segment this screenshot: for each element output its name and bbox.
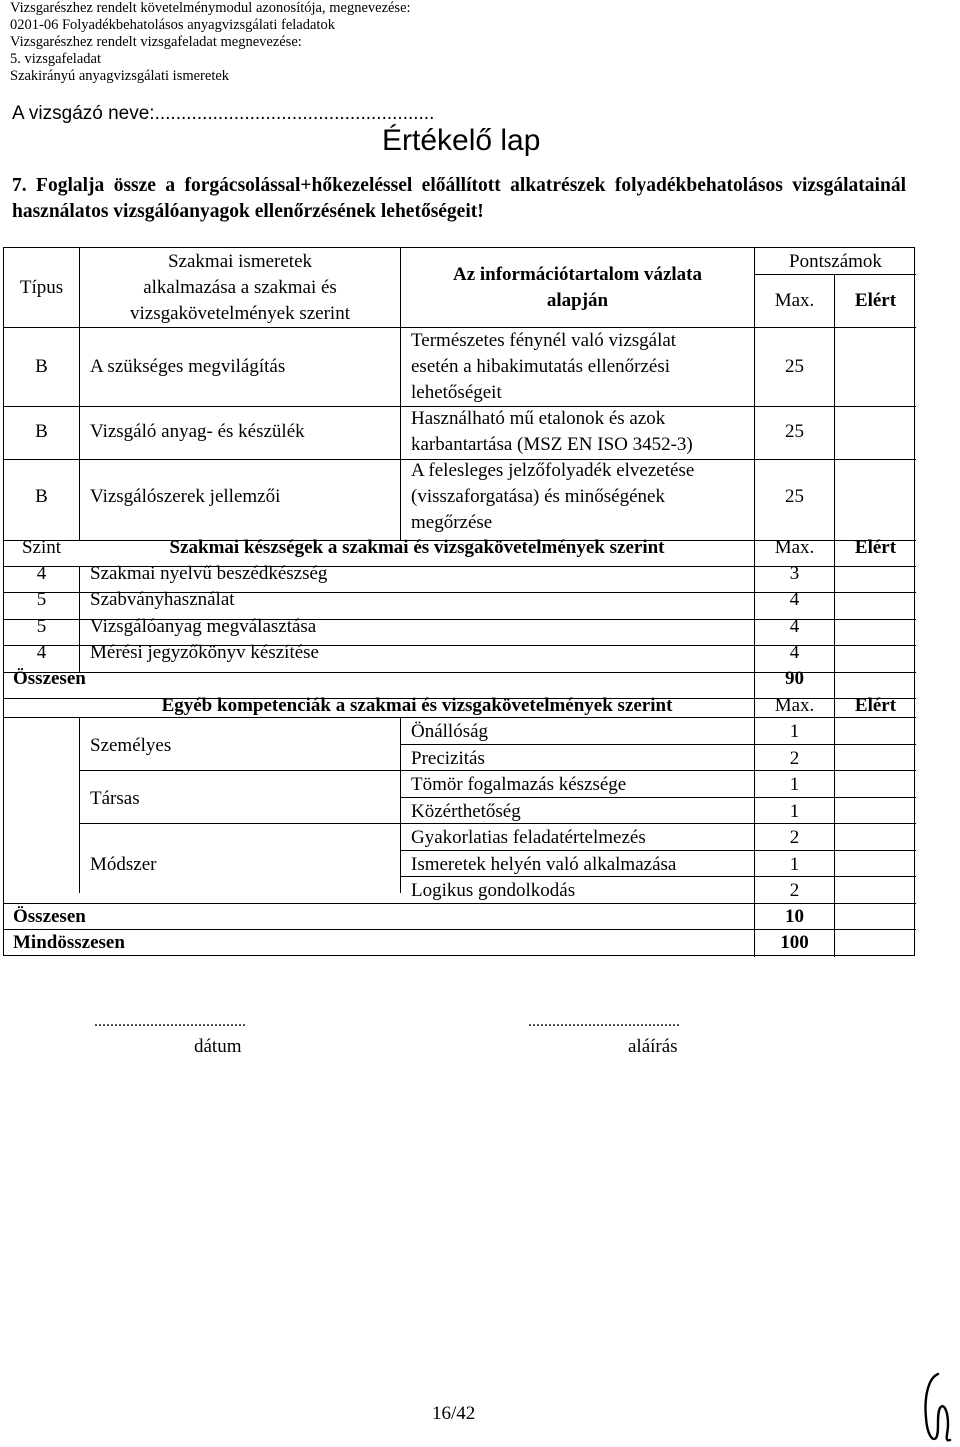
type-column-header: Típus (19, 277, 64, 298)
row-max: 25 (785, 356, 804, 377)
competency-max: 2 (789, 880, 800, 901)
row-type: B (35, 356, 48, 377)
skill-level: 4 (36, 642, 47, 663)
competency-name: Gyakorlatias feladatértelmezés (411, 827, 646, 848)
other-reached-header: Elért (854, 695, 897, 716)
evaluation-table (3, 247, 915, 956)
header-line: Vizsgarészhez rendelt vizsgafeladat megnevezése: (10, 34, 302, 50)
row-outline-line: karbantartása (MSZ EN ISO 3452-3) (411, 434, 693, 455)
skill-name: Vizsgálóanyag megválasztása (90, 616, 317, 637)
other-section-title: Egyéb kompetenciák a szakmai és vizsgakövetelmények szerint (161, 695, 673, 716)
row-outline-line: Használható mű etalonok és azok (411, 408, 666, 429)
document-header (10, 0, 411, 85)
row-outline (411, 406, 693, 458)
subtotal-value: 10 (785, 906, 804, 927)
question-text: 7. Foglalja össze a forgácsolással+hőkezeléssel előállított alkatrészek folyadékbehatolásos vizsgálatainál használatos vizsgálóanyagok ellenőrzésének lehetőségeit! (12, 175, 906, 222)
competency-name: Precizitás (411, 748, 485, 769)
knowledge-header-line: vizsgakövetelmények szerint (129, 303, 350, 324)
row-knowledge: Vizsgáló anyag- és készülék (90, 421, 305, 442)
row-outline-line: (visszaforgatása) és minőségének (411, 486, 665, 507)
skill-name: Mérési jegyzőkönyv készítése (90, 642, 319, 663)
subtotal-value: 90 (785, 668, 804, 689)
grand-total-value: 100 (780, 932, 809, 953)
candidate-name-field: A vizsgázó neve:..................................................... (12, 103, 435, 124)
subtotal-label: Összesen (13, 668, 86, 689)
skills-reached-header: Elért (854, 537, 897, 558)
row-outline-line: megőrzése (411, 512, 493, 533)
row-outline-line: A felesleges jelzőfolyadék elvezetése (411, 460, 695, 481)
competency-name: Ismeretek helyén való alkalmazása (411, 854, 677, 875)
group-name: Társas (90, 788, 140, 809)
skills-section-title: Szakmai készségek a szakmai és vizsgakövetelmények szerint (169, 537, 665, 558)
outline-column-header (401, 262, 754, 314)
skill-name: Szabványhasználat (90, 589, 235, 610)
row-knowledge: A szükséges megvilágítás (90, 356, 286, 377)
page-number: 16/42 (432, 1403, 476, 1424)
signature-line: ...................................... (528, 1013, 680, 1030)
competency-name: Közérthetőség (411, 801, 521, 822)
subtotal-label: Összesen (13, 906, 86, 927)
skill-max: 3 (789, 563, 800, 584)
row-max: 25 (785, 486, 804, 507)
skill-max: 4 (789, 616, 800, 637)
reached-column-header: Elért (854, 290, 897, 311)
row-type: B (35, 421, 48, 442)
row-outline-line: Természetes fénynél való vizsgálat (411, 330, 677, 351)
competency-max: 1 (789, 854, 800, 875)
row-max: 25 (785, 421, 804, 442)
skill-level: 5 (36, 589, 47, 610)
skill-level: 5 (36, 616, 47, 637)
row-knowledge: Vizsgálószerek jellemzői (90, 486, 281, 507)
header-line: Vizsgarészhez rendelt követelménymodul azonosítója, megnevezése: (10, 0, 411, 16)
page-title-text: Értékelő lap (382, 124, 541, 157)
knowledge-header-line: alkalmazása a szakmai és (143, 277, 337, 298)
skill-name: Szakmai nyelvű beszédkészség (90, 563, 328, 584)
signature-label: aláírás (628, 1036, 678, 1057)
competency-max: 1 (789, 721, 800, 742)
skill-max: 4 (789, 642, 800, 663)
other-max-header: Max. (774, 695, 815, 716)
competency-max: 1 (789, 774, 800, 795)
level-column-header: Szint (21, 537, 62, 558)
skills-max-header: Max. (774, 537, 815, 558)
skill-max: 4 (789, 589, 800, 610)
skill-level: 4 (36, 563, 47, 584)
max-column-header: Max. (774, 290, 815, 311)
row-outline-line: esetén a hibakimutatás ellenőrzési (411, 356, 671, 377)
header-line: Szakirányú anyagvizsgálati ismeretek (10, 68, 230, 84)
row-outline (411, 328, 676, 406)
header-line: 5. vizsgafeladat (10, 51, 101, 67)
outline-header-line: alapján (546, 290, 609, 311)
competency-name: Önállóság (411, 721, 489, 742)
date-label: dátum (194, 1036, 242, 1057)
competency-name: Logikus gondolkodás (411, 880, 576, 901)
outline-header-line: Az információtartalom vázlata (452, 264, 703, 285)
knowledge-column-header (80, 249, 400, 327)
group-name: Módszer (90, 854, 157, 875)
knowledge-header-line: Szakmai ismeretek (167, 251, 313, 272)
grand-total-label: Mindösszesen (13, 932, 125, 953)
group-name: Személyes (90, 735, 172, 756)
competency-max: 1 (789, 801, 800, 822)
header-line: 0201-06 Folyadékbehatolásos anyagvizsgálati feladatok (10, 17, 335, 33)
row-outline (411, 458, 694, 536)
competency-name: Tömör fogalmazás készsége (411, 774, 627, 795)
row-outline-line: lehetőségeit (411, 382, 502, 403)
handwritten-mark-icon (918, 1368, 958, 1447)
row-type: B (35, 486, 48, 507)
points-column-header: Pontszámok (789, 251, 882, 272)
competency-max: 2 (789, 748, 800, 769)
competency-max: 2 (789, 827, 800, 848)
date-line: ...................................... (94, 1013, 246, 1030)
